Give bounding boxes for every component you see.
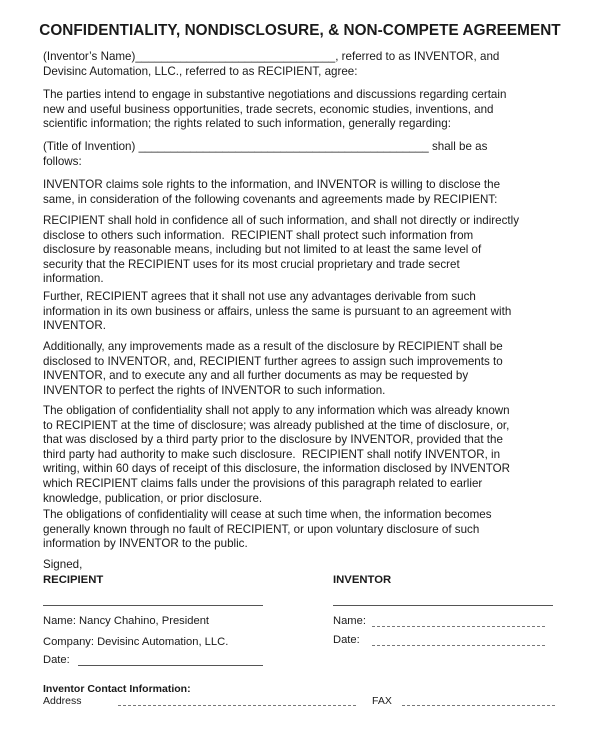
inventor-name-label: Name: [333,615,370,627]
recipient-company: Company: Devisinc Automation, LLC. [43,636,229,648]
document-title: CONFIDENTIALITY, NONDISCLOSURE, & NON-COMPETE AGREEMENT [39,22,561,39]
inventor-contact-heading: Inventor Contact Information: [43,683,191,695]
recipient-signature-line[interactable] [43,605,263,606]
address-label: Address [43,695,82,707]
inventor-date-label: Date: [333,634,363,646]
inventor-name-line[interactable] [372,626,545,627]
improvements-paragraph: Additionally, any improvements made as a result of the disclosure by RECIPIENT shall be disclosed to INVENTOR, and, RECIPIENT further agrees to assign such improvements to INVENTOR, and to execute any and all further documents as may be requested by INVENTOR to perfect the rights of INVENTOR to such information. [43,340,503,397]
inventor-signature-line[interactable] [333,605,553,606]
obligation-paragraph: The obligation of confidentiality shall not apply to any information which was already known to RECIPIENT at the time of disclosure; was already published at the time of disclosure, or, that was disclosed by a third party prior to the disclosure by INVENTOR, provided that the third party had authority to make such disclosure. RECIPIENT shall notify INVENTOR, in writing, within 60 days of receipt of this disclosure, the information disclosed by INVENTOR which RECIPIENT claims falls under the provisions of this paragraph related to earlier knowledge, publication, or prior disclosure. [43,404,510,505]
intro-paragraph: (Inventor’s Name)_______________________________, referred to as INVENTOR, and Devisinc Automation, LLC., referred to as RECIPIENT, agree: [43,50,500,78]
cease-paragraph: The obligations of confidentiality will cease at such time when, the information becomes generally known through no fault of RECIPIENT, or upon voluntary disclosure of such information by INVENTOR to the public. [43,508,492,551]
purpose-paragraph: The parties intend to engage in substantive negotiations and discussions regarding certain new and useful business opportunities, trade secrets, economic studies, inventions, and scientific information; the rights related to such information, generally regarding: [43,88,507,131]
fax-label: FAX [372,695,392,707]
further-paragraph: Further, RECIPIENT agrees that it shall not use any advantages derivable from such information in its own business or affairs, unless the same is pursuant to an agreement with INVENTOR. [43,290,512,333]
invention-title-paragraph: (Title of Invention) _____________________________________________ shall be as follows: [43,140,488,168]
confidence-paragraph: RECIPIENT shall hold in confidence all of such information, and shall not directly or indirectly disclose to others such information. RECIPIENT shall protect such information from disclosure by reasonable means, including but not limited to at least the same level of security that the RECIPIENT uses for its most crucial proprietary and trade secret information. [43,214,520,286]
fax-line[interactable] [402,705,555,706]
recipient-date-line[interactable] [78,665,263,666]
recipient-date-label: Date: [43,654,73,666]
recipient-heading: RECIPIENT [43,574,104,586]
recipient-name: Name: Nancy Chahino, President [43,615,210,627]
signed-label: Signed, [43,558,83,571]
inventor-date-line[interactable] [372,645,545,646]
claims-paragraph: INVENTOR claims sole rights to the information, and INVENTOR is willing to disclose the same, in consideration of the following covenants and agreements made by RECIPIENT: [43,178,501,206]
address-line[interactable] [118,705,356,706]
inventor-heading: INVENTOR [333,574,392,586]
